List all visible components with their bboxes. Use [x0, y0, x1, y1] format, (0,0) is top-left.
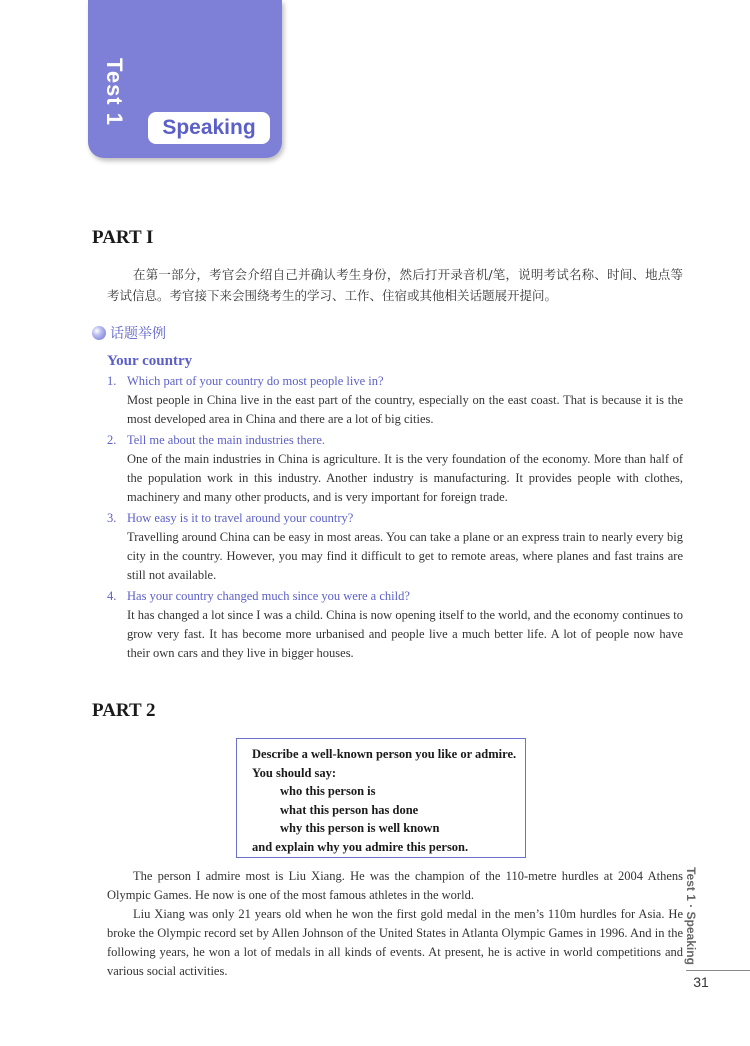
bullet-circle-icon — [92, 326, 106, 340]
question-text: Tell me about the main industries there. — [127, 433, 326, 447]
cue-card-line: who this person is — [280, 784, 376, 798]
question — [107, 372, 683, 391]
side-running-title-container — [671, 866, 711, 966]
part2-title: PART 2 — [92, 700, 156, 721]
qa-item-4 — [107, 587, 683, 663]
part1-intro: 在第一部分，考官会介绍自己并确认考生身份，然后打开录音机/笔，说明考试名称、时间、地点等考试信息。考官接下来会围绕考生的学习、工作、住宿或其他相关话题展开提问。 — [107, 267, 683, 303]
test-label: Test 1 — [102, 58, 128, 126]
question-number: 1. — [107, 374, 117, 388]
question-text: Which part of your country do most people live in? — [127, 374, 384, 388]
footer-divider — [686, 970, 750, 971]
answer: Most people in China live in the east part of the country, especially on the east coast. That is because it is the most developed area in China and there are a lot of big cities. — [127, 393, 683, 426]
page-number: 31 — [693, 974, 709, 990]
question-number: 2. — [107, 433, 117, 447]
topic-heading-label: 话题举例 — [110, 326, 166, 342]
section-label: Speaking — [148, 112, 270, 144]
cue-card-line: what this person has done — [280, 802, 419, 817]
answer: Travelling around China can be easy in most areas. You can take a plane or an express train to nearly every big city in the country. However, you may find it difficult to get to remote areas, where planes and fast trains are still not available. — [127, 530, 683, 582]
cue-card-line: and explain why you admire this person. — [252, 839, 469, 854]
side-running-title: Test 1 · Speaking — [684, 867, 698, 965]
question-text: How easy is it to travel around your country? — [127, 511, 354, 525]
answer: One of the main industries in China is agriculture. It is the very foundation of the economy. More than half of the population work in this industry. Another industry is manufacturing. It provides people with clothes, machinery and many other products, and is very important for foreign trade. — [127, 452, 683, 504]
answer: It has changed a lot since I was a child. China is now opening itself to the world, and the economy continues to grow very fast. It has become more urbanised and people live a much better life. A lot of people now have their own cars and they live in bigger houses. — [127, 608, 683, 660]
part1-title: PART I — [92, 227, 154, 248]
answer-paragraph: The person I admire most is Liu Xiang. He was the champion of the 110-metre hurdles at 2004 Athens Olympic Games. He now is one of the most famous athletes in the world. — [107, 869, 683, 902]
question-text: Has your country changed much since you were a child? — [127, 589, 410, 603]
qa-item-1 — [107, 372, 683, 429]
cue-card — [236, 738, 526, 858]
test-label-container — [94, 56, 134, 128]
qa-item-2 — [107, 431, 683, 507]
cue-card-line: Describe a well-known person you like or admire. — [252, 747, 517, 761]
qa-item-3 — [107, 509, 683, 585]
question — [107, 431, 683, 450]
question — [107, 587, 683, 606]
question-number: 4. — [107, 589, 117, 603]
question — [107, 509, 683, 528]
subsection-title: Your country — [107, 353, 193, 369]
answer-paragraph: Liu Xiang was only 21 years old when he won the first gold medal in the men’s 110m hurdles for Asia. He broke the Olympic record set by Allen Johnson of the United States in Atlanta Olympic Games in 1996. And in the following years, he won a lot of medals in all kinds of events. At present, he is active in world competitions and various social activities. — [107, 907, 683, 978]
topic-heading — [92, 323, 166, 343]
cue-card-line: why this person is well known — [280, 821, 440, 835]
question-number: 3. — [107, 511, 117, 525]
cue-card-line: You should say: — [252, 765, 337, 780]
